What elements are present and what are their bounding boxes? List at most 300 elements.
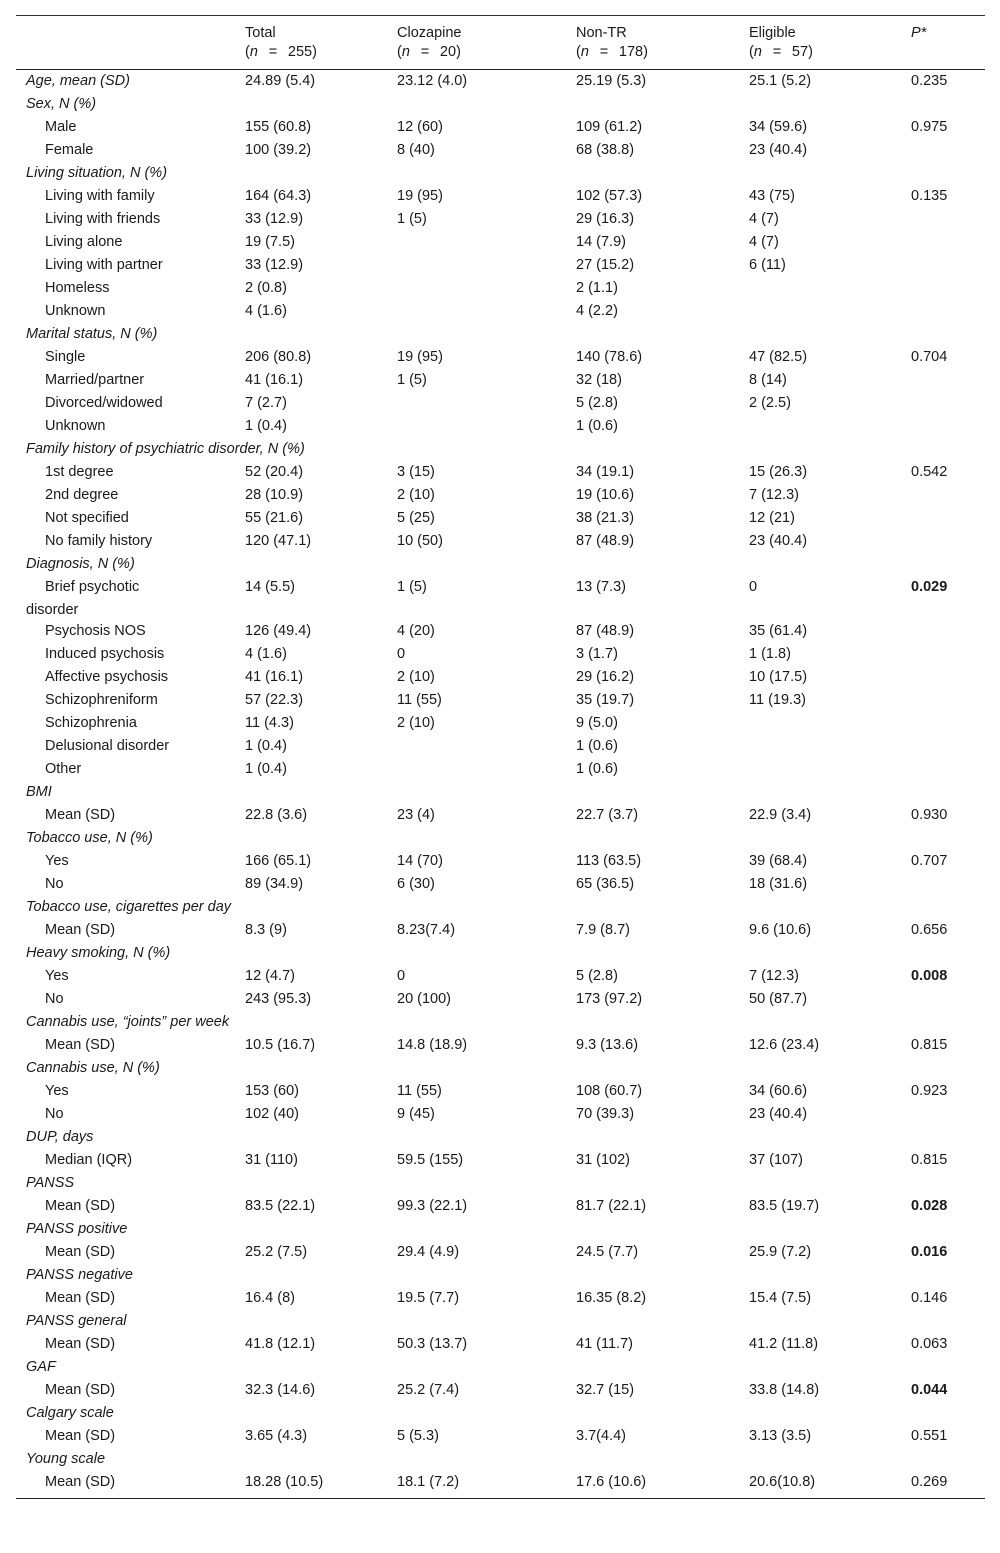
section-label: Diagnosis, N (%) [26,556,135,572]
row-label: 1st degree [45,464,114,480]
clozapine-cell: 3 (15) [397,464,435,480]
non-tr-cell: 102 (57.3) [576,188,643,204]
eligible-cell: 33.8 (14.8) [749,1382,820,1398]
row-label: Mean (SD) [45,1290,116,1306]
section-row [16,896,985,919]
table-row [16,1034,985,1057]
clozapine-cell: 6 (30) [397,876,435,892]
table-row [16,392,985,415]
eligible-cell: 2 (2.5) [749,395,791,411]
clozapine-cell: 11 (55) [397,1083,442,1099]
table-row [16,530,985,553]
row-label: Mean (SD) [45,1336,116,1352]
total-cell: 12 (4.7) [245,968,295,984]
non-tr-cell: 17.6 (10.6) [576,1474,647,1490]
section-row [16,1356,985,1379]
clozapine-cell: 29.4 (4.9) [397,1244,460,1260]
clozapine-cell: 0 [397,968,406,984]
non-tr-cell: 13 (7.3) [576,579,626,595]
table-row [16,758,985,781]
clozapine-cell: 2 (10) [397,715,435,731]
non-tr-cell: 1 (0.6) [576,738,618,754]
total-cell: 57 (22.3) [245,692,304,708]
table-row [16,1287,985,1310]
section-row [16,1126,985,1149]
section-label: Young scale [26,1451,106,1467]
clozapine-cell: 14 (70) [397,853,443,869]
row-label: Single [45,349,86,365]
eligible-cell: 12.6 (23.4) [749,1037,820,1053]
table-row [16,988,985,1011]
section-label: PANSS [26,1175,75,1191]
row-label: Living alone [45,234,123,250]
eligible-cell: 50 (87.7) [749,991,808,1007]
eligible-cell: 4 (7) [749,234,779,250]
non-tr-cell: 109 (61.2) [576,119,643,135]
total-cell: 18.28 (10.5) [245,1474,324,1490]
p-value-cell: 0.044 [911,1382,948,1398]
non-tr-cell: 24.5 (7.7) [576,1244,639,1260]
section-label: Calgary scale [26,1405,114,1421]
row-label: No [45,1106,64,1122]
clozapine-cell: 8.23(7.4) [397,922,456,938]
section-label: Living situation, N (%) [26,165,168,181]
table-row [16,484,985,507]
table-header [16,16,985,70]
table-row [16,1103,985,1126]
eligible-cell: 34 (59.6) [749,119,808,135]
row-label: Yes [45,853,69,869]
p-value-cell: 0.269 [911,1474,948,1490]
row-label: Unknown [45,303,106,319]
section-row [16,781,985,804]
total-cell: 1 (0.4) [245,761,287,777]
eligible-cell: 10 (17.5) [749,669,808,685]
eligible-cell: 15 (26.3) [749,464,808,480]
non-tr-cell: 140 (78.6) [576,349,643,365]
header-eligible: Eligible (n = 57) [749,25,813,60]
table-row [16,1425,985,1448]
table-row [16,116,985,139]
p-value-cell: 0.235 [911,73,948,89]
non-tr-cell: 81.7 (22.1) [576,1198,647,1214]
total-cell: 28 (10.9) [245,487,304,503]
eligible-cell: 83.5 (19.7) [749,1198,820,1214]
section-label: GAF [26,1359,56,1375]
p-value-cell: 0.975 [911,119,948,135]
p-value-cell: 0.016 [911,1244,948,1260]
non-tr-cell: 9 (5.0) [576,715,618,731]
row-label: Living with family [45,188,155,204]
row-label: Male [45,119,77,135]
section-label: PANSS general [26,1313,127,1329]
eligible-cell: 1 (1.8) [749,646,791,662]
clozapine-cell: 5 (5.3) [397,1428,439,1444]
table-row [16,620,985,643]
row-label: No [45,876,64,892]
row-label: Homeless [45,280,110,296]
row-label: Living with partner [45,257,163,273]
non-tr-cell: 1 (0.6) [576,761,618,777]
non-tr-cell: 173 (97.2) [576,991,643,1007]
row-label: No [45,991,64,1007]
total-cell: 55 (21.6) [245,510,304,526]
eligible-cell: 9.6 (10.6) [749,922,812,938]
non-tr-cell: 22.7 (3.7) [576,807,639,823]
p-value-cell: 0.551 [911,1428,948,1444]
table-row [16,369,985,392]
non-tr-cell: 70 (39.3) [576,1106,635,1122]
row-label: Psychosis NOS [45,623,146,639]
row-label: Other [45,761,82,777]
eligible-cell: 25.1 (5.2) [749,73,812,89]
demographics-table [16,15,985,1499]
non-tr-cell: 29 (16.3) [576,211,635,227]
total-cell: 32.3 (14.6) [245,1382,316,1398]
eligible-cell: 8 (14) [749,372,787,388]
clozapine-cell: 0 [397,646,406,662]
table-row [16,254,985,277]
p-value-cell: 0.815 [911,1037,948,1053]
row-label: Divorced/widowed [45,395,163,411]
clozapine-cell: 19 (95) [397,188,443,204]
p-value-cell: 0.704 [911,349,948,365]
non-tr-cell: 34 (19.1) [576,464,635,480]
total-cell: 102 (40) [245,1106,300,1122]
row-label: Living with friends [45,211,161,227]
table-row [16,576,985,620]
p-value-cell: 0.656 [911,922,948,938]
clozapine-cell: 18.1 (7.2) [397,1474,460,1490]
non-tr-cell: 29 (16.2) [576,669,635,685]
table-row [16,689,985,712]
total-cell: 41 (16.1) [245,669,304,685]
table-row [16,643,985,666]
section-label: Sex, N (%) [26,96,97,112]
clozapine-cell: 5 (25) [397,510,435,526]
p-value-cell: 0.008 [911,968,948,984]
non-tr-cell: 14 (7.9) [576,234,626,250]
total-cell: 10.5 (16.7) [245,1037,316,1053]
p-value-cell: 0.930 [911,807,948,823]
eligible-cell: 15.4 (7.5) [749,1290,812,1306]
non-tr-cell: 38 (21.3) [576,510,635,526]
total-cell: 1 (0.4) [245,738,287,754]
non-tr-cell: 41 (11.7) [576,1336,633,1352]
total-cell: 7 (2.7) [245,395,287,411]
non-tr-cell: 68 (38.8) [576,142,635,158]
eligible-cell: 34 (60.6) [749,1083,808,1099]
eligible-cell: 22.9 (3.4) [749,807,812,823]
clozapine-cell: 1 (5) [397,579,427,595]
row-label: Mean (SD) [45,1382,116,1398]
table-row [16,850,985,873]
table-row [16,346,985,369]
table-row [16,507,985,530]
row-label: Mean (SD) [45,807,116,823]
p-value-cell: 0.063 [911,1336,948,1352]
row-label: Mean (SD) [45,1428,116,1444]
row-label: Affective psychosis [45,669,169,685]
row-label: Brief psychotic disorder [26,579,140,618]
p-value-cell: 0.923 [911,1083,948,1099]
non-tr-cell: 16.35 (8.2) [576,1290,647,1306]
non-tr-cell: 35 (19.7) [576,692,635,708]
clozapine-cell: 20 (100) [397,991,452,1007]
table-body [16,70,985,1494]
eligible-cell: 35 (61.4) [749,623,808,639]
row-label: Unknown [45,418,106,434]
clozapine-cell: 23.12 (4.0) [397,73,468,89]
non-tr-cell: 113 (63.5) [576,853,642,869]
eligible-cell: 47 (82.5) [749,349,808,365]
clozapine-cell: 8 (40) [397,142,435,158]
clozapine-cell: 99.3 (22.1) [397,1198,468,1214]
non-tr-cell: 32.7 (15) [576,1382,635,1398]
eligible-cell: 0 [749,579,758,595]
table-row [16,1379,985,1402]
non-tr-cell: 2 (1.1) [576,280,618,296]
total-cell: 89 (34.9) [245,876,304,892]
clozapine-cell: 11 (55) [397,692,442,708]
total-cell: 4 (1.6) [245,646,287,662]
non-tr-cell: 32 (18) [576,372,622,388]
eligible-cell: 25.9 (7.2) [749,1244,812,1260]
table-row [16,873,985,896]
table-row [16,1471,985,1494]
eligible-cell: 7 (12.3) [749,487,799,503]
total-cell: 1 (0.4) [245,418,287,434]
eligible-cell: 23 (40.4) [749,1106,808,1122]
table-row [16,208,985,231]
non-tr-cell: 65 (36.5) [576,876,635,892]
eligible-cell: 18 (31.6) [749,876,808,892]
clozapine-cell: 4 (20) [397,623,435,639]
table-bottom-rule [16,1498,985,1499]
section-label: DUP, days [26,1129,94,1145]
total-cell: 3.65 (4.3) [245,1428,308,1444]
clozapine-cell: 59.5 (155) [397,1152,464,1168]
clozapine-cell: 1 (5) [397,211,427,227]
section-label: Tobacco use, N (%) [26,830,153,846]
row-label: Yes [45,1083,69,1099]
total-cell: 206 (80.8) [245,349,312,365]
p-value-cell: 0.707 [911,853,948,869]
non-tr-cell: 7.9 (8.7) [576,922,630,938]
clozapine-cell: 19 (95) [397,349,443,365]
total-cell: 19 (7.5) [245,234,295,250]
eligible-cell: 12 (21) [749,510,795,526]
total-cell: 41.8 (12.1) [245,1336,316,1352]
table-row [16,919,985,942]
non-tr-cell: 108 (60.7) [576,1083,643,1099]
section-label: Heavy smoking, N (%) [26,945,171,961]
total-cell: 25.2 (7.5) [245,1244,308,1260]
section-row [16,1057,985,1080]
section-label: BMI [26,784,52,800]
clozapine-cell: 19.5 (7.7) [397,1290,460,1306]
total-cell: 22.8 (3.6) [245,807,308,823]
row-label: Median (IQR) [45,1152,133,1168]
section-row [16,1402,985,1425]
header-non-tr: Non-TR (n = 178) [576,25,648,60]
clozapine-cell: 23 (4) [397,807,435,823]
eligible-cell: 39 (68.4) [749,853,808,869]
row-label: No family history [45,533,153,549]
row-label: Induced psychosis [45,646,165,662]
total-cell: 83.5 (22.1) [245,1198,316,1214]
section-label: Tobacco use, cigarettes per day [26,899,232,915]
section-label: Cannabis use, N (%) [26,1060,160,1076]
non-tr-cell: 1 (0.6) [576,418,618,434]
header-total: Total (n = 255) [245,25,317,60]
table-row [16,185,985,208]
clozapine-cell: 2 (10) [397,487,435,503]
table-row [16,1149,985,1172]
section-row [16,1264,985,1287]
non-tr-cell: 31 (102) [576,1152,631,1168]
row-label: Delusional disorder [45,738,170,754]
total-cell: 4 (1.6) [245,303,287,319]
row-label: Schizophrenia [45,715,137,731]
total-cell: 2 (0.8) [245,280,287,296]
p-value-cell: 0.815 [911,1152,948,1168]
section-row [16,438,985,461]
table-row [16,1195,985,1218]
total-cell: 166 (65.1) [245,853,312,869]
total-cell: 126 (49.4) [245,623,312,639]
total-cell: 155 (60.8) [245,119,312,135]
non-tr-cell: 27 (15.2) [576,257,635,273]
non-tr-cell: 87 (48.9) [576,533,635,549]
section-row [16,827,985,850]
section-label: Marital status, N (%) [26,326,158,342]
section-row [16,1011,985,1034]
total-cell: 33 (12.9) [245,257,304,273]
clozapine-cell: 25.2 (7.4) [397,1382,460,1398]
total-cell: 11 (4.3) [245,715,294,731]
row-label: Mean (SD) [45,1037,116,1053]
eligible-cell: 4 (7) [749,211,779,227]
total-cell: 31 (110) [245,1152,298,1168]
clozapine-cell: 10 (50) [397,533,443,549]
non-tr-cell: 5 (2.8) [576,968,618,984]
table-row [16,965,985,988]
p-value-cell: 0.028 [911,1198,948,1214]
total-cell: 120 (47.1) [245,533,312,549]
row-label: Mean (SD) [45,1244,116,1260]
non-tr-cell: 87 (48.9) [576,623,635,639]
eligible-cell: 43 (75) [749,188,795,204]
total-cell: 52 (20.4) [245,464,304,480]
table-row [16,1241,985,1264]
eligible-cell: 11 (19.3) [749,692,806,708]
section-row [16,553,985,576]
table-row [16,461,985,484]
table-row [16,70,985,93]
non-tr-cell: 5 (2.8) [576,395,618,411]
row-label: Mean (SD) [45,1474,116,1490]
table-row [16,415,985,438]
eligible-cell: 7 (12.3) [749,968,799,984]
eligible-cell: 41.2 (11.8) [749,1336,819,1352]
section-row [16,942,985,965]
table-row [16,139,985,162]
non-tr-cell: 3.7(4.4) [576,1428,626,1444]
p-value-cell: 0.135 [911,188,948,204]
table-row [16,231,985,254]
table-row [16,300,985,323]
non-tr-cell: 25.19 (5.3) [576,73,647,89]
total-cell: 41 (16.1) [245,372,304,388]
clozapine-cell: 50.3 (13.7) [397,1336,468,1352]
row-label: Married/partner [45,372,145,388]
total-cell: 8.3 (9) [245,922,287,938]
non-tr-cell: 3 (1.7) [576,646,618,662]
total-cell: 100 (39.2) [245,142,312,158]
total-cell: 33 (12.9) [245,211,304,227]
section-row [16,1218,985,1241]
section-row [16,162,985,185]
p-value-cell: 0.542 [911,464,948,480]
table-row [16,712,985,735]
row-label: Mean (SD) [45,1198,116,1214]
eligible-cell: 20.6(10.8) [749,1474,816,1490]
clozapine-cell: 9 (45) [397,1106,435,1122]
total-cell: 16.4 (8) [245,1290,295,1306]
table-row [16,735,985,758]
row-label: Yes [45,968,69,984]
section-row [16,93,985,116]
row-label: Not specified [45,510,129,526]
header-p-value: P* [911,25,927,41]
clozapine-cell: 1 (5) [397,372,427,388]
clozapine-cell: 14.8 (18.9) [397,1037,468,1053]
eligible-cell: 3.13 (3.5) [749,1428,812,1444]
clozapine-cell: 2 (10) [397,669,435,685]
row-label: Schizophreniform [45,692,158,708]
section-label: PANSS positive [26,1221,128,1237]
eligible-cell: 23 (40.4) [749,142,808,158]
table-row [16,666,985,689]
section-row [16,1448,985,1471]
non-tr-cell: 19 (10.6) [576,487,635,503]
row-label: 2nd degree [45,487,119,503]
section-label: Family history of psychiatric disorder, N (%) [26,441,305,457]
section-row [16,1310,985,1333]
eligible-cell: 23 (40.4) [749,533,808,549]
total-cell: 164 (64.3) [245,188,312,204]
clozapine-cell: 12 (60) [397,119,443,135]
total-cell: 24.89 (5.4) [245,73,316,89]
non-tr-cell: 4 (2.2) [576,303,618,319]
table-row [16,1080,985,1103]
eligible-cell: 37 (107) [749,1152,804,1168]
p-value-cell: 0.029 [911,579,948,595]
eligible-cell: 6 (11) [749,257,786,273]
row-label: Mean (SD) [45,922,116,938]
row-label: Female [45,142,94,158]
section-row [16,323,985,346]
p-value-cell: 0.146 [911,1290,948,1306]
table-row [16,804,985,827]
header-clozapine: Clozapine (n = 20) [397,25,462,60]
row-label: Age, mean (SD) [26,73,130,89]
non-tr-cell: 9.3 (13.6) [576,1037,639,1053]
section-label: PANSS negative [26,1267,133,1283]
total-cell: 14 (5.5) [245,579,295,595]
total-cell: 153 (60) [245,1083,300,1099]
